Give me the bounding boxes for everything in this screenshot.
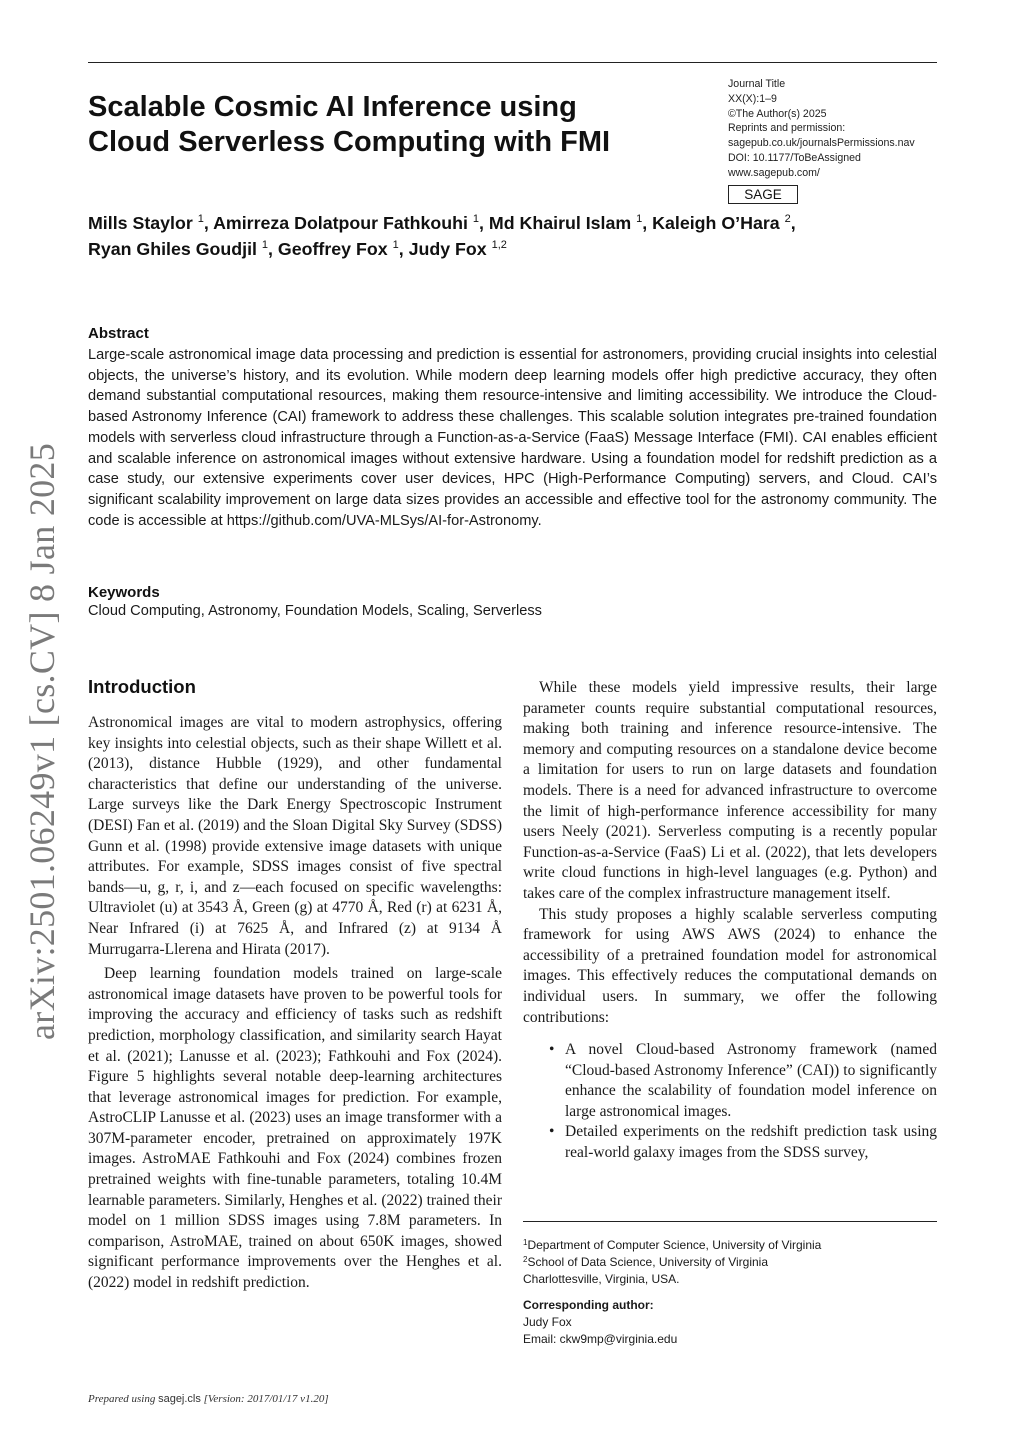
introduction-heading: Introduction: [88, 676, 196, 697]
intro-paragraph-1: Astronomical images are vital to modern astrophysics, offering key insights into celestial objects, such as their shape Willett et al. (2013), distance Hubble (1929), and other fundamental characteristics that define our understanding of the universe. Large surveys like the Dark Energy Spectroscopic Instrument (DESI) Fan et al. (2019) and the Sloan Digital Sky Survey (SDSS) Gunn et al. (1998) provide extensive image datasets with unique attributes. For example, SDSS images consist of five spectral bands—u, g, r, i, and z—each focused on specific wavelengths: Ultraviolet (u) at 3543 Å, Green (g) at 4770 Å, Red (r) at 6231 Å, Near Infrared (i) at 7625 Å, and Infrared (z) at 9134 Å Murrugarra-Llerena and Hirata (2017).: [88, 714, 502, 958]
author-affiliation-mark: 2: [784, 213, 791, 225]
left-column: [88, 713, 502, 1294]
corresponding-author-label: Corresponding author:: [523, 1298, 654, 1312]
footer-version: [Version: 2017/01/17 v1.20]: [200, 1393, 329, 1405]
affiliation-1: [523, 1237, 937, 1254]
doi-text[interactable]: DOI: 10.1177/ToBeAssigned: [728, 151, 861, 164]
journal-volume: XX(X):1–9: [728, 92, 777, 105]
publisher-website-link[interactable]: www.sagepub.com/: [728, 166, 820, 179]
affiliation-location: Charlottesville, Virginia, USA.: [523, 1272, 680, 1286]
sage-logo: SAGE: [728, 185, 798, 204]
author-list: [88, 210, 948, 262]
affiliation-text: Department of Computer Science, University of Virginia: [527, 1238, 822, 1252]
title-line-1: Scalable Cosmic AI Inference using: [88, 91, 577, 123]
author-name: Kaleigh O’Hara: [652, 213, 780, 233]
footnotes-block: [523, 1237, 937, 1348]
bullet-icon: •: [549, 1041, 555, 1059]
title-line-2: Cloud Serverless Computing with FMI: [88, 126, 611, 158]
author-name: Geoffrey Fox: [277, 239, 388, 259]
author-name: Md Khairul Islam: [488, 213, 632, 233]
header-rule: [88, 62, 937, 63]
author-name: Mills Staylor: [88, 213, 193, 233]
author-separator: ,: [268, 239, 278, 259]
journal-info-block: [728, 77, 948, 181]
abstract-text: Large-scale astronomical image data processing and prediction is essential for astronomers, providing crucial insights into celestial objects, the universe’s history, and its evolution. While modern deep learning models offer high predictive accuracy, they often demand substantial computational resources, making them resource-intensive and limiting accessibility. We introduce the Cloud-based Astronomy Inference (CAI) framework to address these challenges. This scalable solution integrates pre-trained foundation models with serverless cloud infrastructure through a Function-as-a-Service (FaaS) Message Interface (FMI). CAI enables efficient and scalable inference on astronomical images without extensive hardware. Using a foundation model for redshift prediction as a case study, our extensive experiments cover user devices, HPC (High-Performance Computing) servers, and Cloud. CAI’s significant scalability improvement on large data sizes provides an accessible and effective tool for the astronomy community. The code is accessible at https://github.com/UVA-MLSys/AI-for-Astronomy.: [88, 347, 937, 529]
affiliation-text: School of Data Science, University of Virginia: [527, 1255, 769, 1269]
keywords-list: Cloud Computing, Astronomy, Foundation Models, Scaling, Serverless: [88, 603, 542, 619]
intro-paragraph-2: Deep learning foundation models trained on large-scale astronomical image datasets have proven to be powerful tools for improving the accuracy and efficiency of tasks such as redshift prediction, morphology classification, and similarity search Hayat et al. (2021); Lanusse et al. (2023); Fathkouhi and Fox (2024). Figure 5 highlights several notable deep-learning architectures that leverage astronomical images for prediction. For example, AstroCLIP Lanusse et al. (2023) uses an image transformer with a 307M-parameter encoder, pretrained on approximately 197K images. AstroMAE Fathkouhi and Fox (2024) combines frozen pretrained weights with fine-tunable parameters, totaling 10.4M learnable parameters. Similarly, Henghes et al. (2022) trained their model on 1 million SDSS images using 7.8M parameters. In comparison, AstroMAE, trained on about 650K images, showed significant performance improvements over the Henghes et al. (2022) model in redshift prediction.: [88, 965, 502, 1292]
copyright-notice: ©The Author(s) 2025: [728, 107, 827, 120]
reprints-label: Reprints and permission:: [728, 122, 846, 135]
author-name: Amirreza Dolatpour Fathkouhi: [213, 213, 468, 233]
paper-title: [88, 90, 708, 160]
right-column: [523, 678, 937, 1164]
list-item: [523, 1122, 937, 1163]
contribution-text: Detailed experiments on the redshift prediction task using real-world galaxy images from the SDSS survey,: [565, 1123, 937, 1162]
corresponding-author-name: Judy Fox: [523, 1315, 572, 1329]
abstract-heading: Abstract: [88, 325, 149, 342]
journal-title: Journal Title: [728, 78, 786, 90]
author-name: Ryan Ghiles Goudjil: [88, 239, 257, 259]
author-affiliation-mark: 1: [472, 213, 480, 225]
affiliation-mark: 1: [523, 1238, 528, 1247]
author-separator: ,: [203, 213, 214, 233]
footer-class-file: sagej.cls: [158, 1393, 201, 1405]
corresponding-author-email[interactable]: Email: ckw9mp@virginia.edu: [523, 1332, 678, 1346]
footnote-rule: [523, 1221, 937, 1222]
affiliation-2: [523, 1254, 937, 1271]
intro-paragraph-3: While these models yield impressive results, their large parameter counts require substantial computational resources, making both training and inference resource-intensive. The memory and computing resources on a standalone device become a limitation for users to run on large datasets and foundation models. There is a need for advanced infrastructure to overcome the limit of high-performance inference accessibility for many users Neely (2021). Serverless computing is a recently popular Function-as-a-Service (FaaS) Li et al. (2022), that lets developers write cloud functions in high-level languages (e.g. Python) and takes care of the complex infrastructure management itself.: [523, 679, 937, 902]
author-separator: ,: [479, 213, 489, 233]
arxiv-identifier-stamp: arXiv:2501.06249v1 [cs.CV] 8 Jan 2025: [22, 442, 62, 1040]
author-separator: ,: [790, 213, 796, 233]
prepared-using-footer: [88, 1393, 329, 1405]
contribution-text: A novel Cloud-based Astronomy framework (named “Cloud-based Astronomy Inference” (CAI)) to significantly enhance the scalability of foundation model inference on large astronomical images.: [565, 1041, 937, 1120]
contributions-list: [523, 1040, 937, 1164]
author-affiliation-mark: 1: [636, 213, 643, 225]
author-name: Judy Fox: [408, 239, 487, 259]
author-affiliation-mark: 1: [197, 213, 204, 225]
affiliation-mark: 2: [523, 1255, 528, 1264]
author-affiliation-mark: 1,2: [491, 239, 507, 251]
intro-paragraph-4: This study proposes a highly scalable serverless computing framework for using AWS AWS (2024) to enhance the accessibility of a pretrained foundation model for astronomical images. This effectively reduces the computational demands on individual users. In summary, we offer the following contributions:: [523, 905, 937, 1026]
author-separator: ,: [642, 213, 653, 233]
bullet-icon: •: [549, 1123, 555, 1141]
keywords-heading: Keywords: [88, 584, 160, 601]
author-affiliation-mark: 1: [392, 239, 399, 251]
permissions-link[interactable]: sagepub.co.uk/journalsPermissions.nav: [728, 137, 915, 150]
author-separator: ,: [398, 239, 409, 259]
list-item: [523, 1040, 937, 1122]
author-affiliation-mark: 1: [261, 239, 269, 251]
footer-prefix: Prepared using: [88, 1393, 159, 1405]
